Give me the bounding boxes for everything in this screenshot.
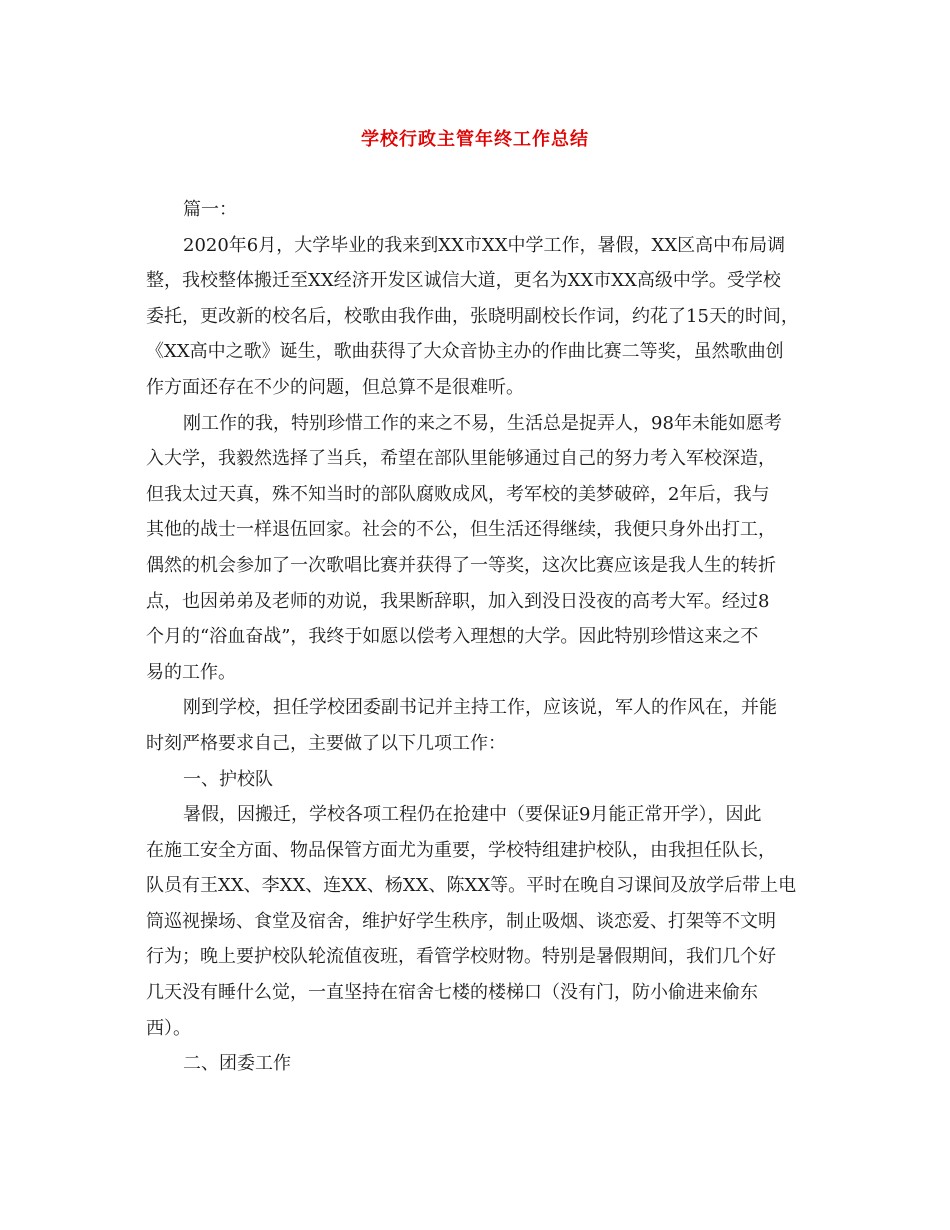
body-line: 时刻严格要求自己，主要做了以下几项工作： <box>146 732 506 754</box>
body-line: 行为；晚上要护校队轮流值夜班，看管学校财物。特别是暑假期间，我们几个好 <box>146 946 776 968</box>
body-line: 作方面还存在不少的问题，但总算不是很难听。 <box>146 376 524 398</box>
document-title: 学校行政主管年终工作总结 <box>361 129 589 150</box>
body-line: 几天没有睡什么觉，一直坚持在宿舍七楼的楼梯口（没有门，防小偷进来偷东 <box>146 982 758 1004</box>
body-line: 偶然的机会参加了一次歌唱比赛并获得了一等奖，这次比赛应该是我人生的转折 <box>146 554 776 576</box>
body-line: 在施工安全方面、物品保管方面尤为重要，学校特组建护校队，由我担任队长， <box>146 839 776 861</box>
body-line: 易的工作。 <box>146 661 236 683</box>
body-line: 二、团委工作 <box>183 1053 291 1075</box>
body-line: 个月的“浴血奋战”，我终于如愿以偿考入理想的大学。因此特别珍惜这来之不 <box>146 626 759 648</box>
body-line: 队员有王XX、李XX、连XX、杨XX、陈XX等。平时在晚自习课间及放学后带上电 <box>146 875 797 897</box>
body-line: 一、护校队 <box>183 768 273 790</box>
body-line: 刚到学校，担任学校团委副书记并主持工作，应该说，军人的作风在，并能 <box>183 697 777 719</box>
body-line: 点，也因弟弟及老师的劝说，我果断辞职，加入到没日没夜的高考大军。经过8 <box>146 590 770 612</box>
body-line: 其他的战士一样退伍回家。社会的不公，但生活还得继续，我便只身外出打工， <box>146 519 776 541</box>
body-line: 暑假，因搬迁，学校各项工程仍在抢建中（要保证9月能正常开学），因此 <box>183 804 762 826</box>
document-body <box>146 192 808 1082</box>
body-line: 筒巡视操场、食堂及宿舍，维护好学生秩序，制止吸烟、谈恋爱、打架等不文明 <box>146 910 776 932</box>
body-line: 2020年6月，大学毕业的我来到XX市XX中学工作，暑假，XX区高中布局调 <box>183 234 786 256</box>
body-line: 刚工作的我，特别珍惜工作的来之不易，生活总是捉弄人，98年未能如愿考 <box>183 412 782 434</box>
body-line: 入大学，我毅然选择了当兵，希望在部队里能够通过自己的努力考入军校深造， <box>146 448 776 470</box>
body-line: 但我太过天真，殊不知当时的部队腐败成风，考军校的美梦破碎，2年后，我与 <box>146 483 770 505</box>
body-line: 整，我校整体搬迁至XX经济开发区诚信大道，更名为XX市XX高级中学。受学校 <box>146 270 781 292</box>
body-line: 《XX高中之歌》诞生，歌曲获得了大众音协主办的作曲比赛二等奖，虽然歌曲创 <box>146 341 784 363</box>
body-line: 篇一： <box>183 199 237 220</box>
body-line: 西）。 <box>146 1017 191 1039</box>
body-line: 委托，更改新的校名后，校歌由我作曲，张晓明副校长作词，约花了15天的时间， <box>146 305 799 327</box>
